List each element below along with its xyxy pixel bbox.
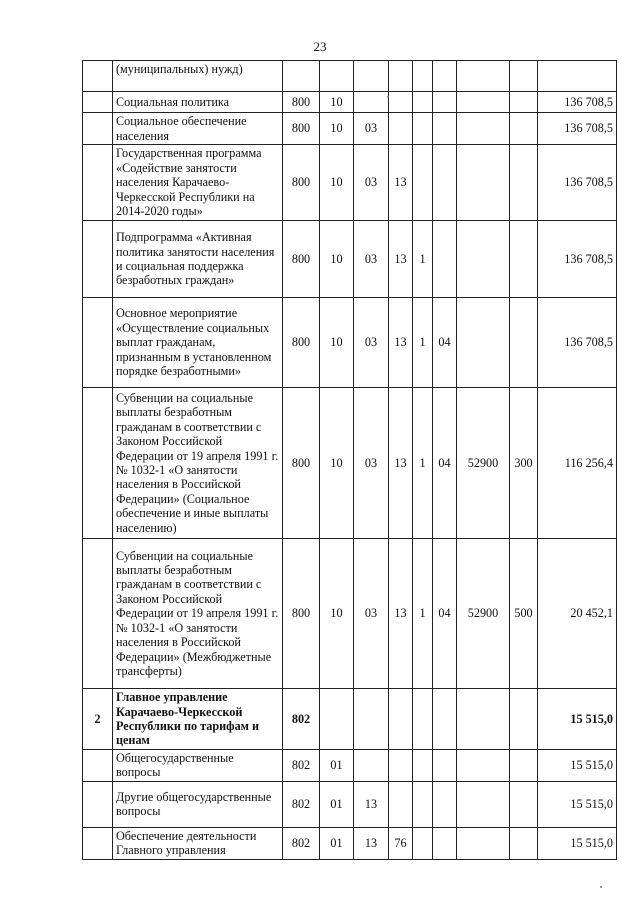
row-number [83,145,113,221]
cell-sum: 15 515,0 [538,827,617,859]
cell-csr-subprogram: 1 [413,298,433,388]
table-row [83,113,617,145]
cell-csr-program: 13 [389,145,413,221]
cell-csr-direction [457,298,510,388]
budget-table [82,60,617,860]
cell-sum: 136 708,5 [538,145,617,221]
row-name: Основное мероприятие «Осуществление социальных выплат гражданам, признанным в установленном порядке безработными» [113,298,283,388]
row-name: Субвенции на социальные выплаты безработным гражданам в соответствии с Законом Российской Федерации от 19 апреля 1991 г. № 1032-1 «О занятости населения в Российской Федерации» (Социальное обеспечение и иные выплаты населению) [113,388,283,539]
cell-csr-subprogram [413,145,433,221]
cell-csr-subprogram [413,113,433,145]
cell-vr [510,689,538,750]
cell-rz: 10 [320,145,354,221]
cell-pr [354,750,389,782]
cell-sum: 20 452,1 [538,539,617,689]
row-name: (муниципальных) нужд) [113,61,283,92]
cell-csr-direction [457,750,510,782]
cell-csr-program [389,92,413,113]
cell-rz: 10 [320,388,354,539]
cell-csr-direction [457,781,510,827]
cell-csr-event [433,145,457,221]
cell-pr [354,61,389,92]
cell-rz [320,689,354,750]
cell-pr: 13 [354,827,389,859]
cell-rz: 10 [320,298,354,388]
row-number [83,92,113,113]
cell-csr-event [433,827,457,859]
cell-csr-event [433,689,457,750]
cell-csr-subprogram [413,750,433,782]
cell-vr [510,221,538,298]
cell-csr-program: 13 [389,539,413,689]
cell-ved [283,61,320,92]
table-body [83,61,617,860]
table-row [83,750,617,782]
cell-rz: 01 [320,750,354,782]
cell-csr-direction: 52900 [457,539,510,689]
cell-vr [510,61,538,92]
row-name: Обеспечение деятельности Главного управления [113,827,283,859]
table-row [83,689,617,750]
table-row [83,61,617,92]
cell-csr-program [389,750,413,782]
page-number: 23 [313,39,327,54]
row-number [83,113,113,145]
table-row [83,221,617,298]
cell-csr-direction [457,61,510,92]
cell-csr-event [433,92,457,113]
row-name: Субвенции на социальные выплаты безработным гражданам в соответствии с Законом Российской Федерации от 19 апреля 1991 г. № 1032-1 «О занятости населения в Российской Федерации» (Межбюджетные трансферты) [113,539,283,689]
scan-speck [387,96,389,98]
cell-csr-program: 13 [389,221,413,298]
cell-csr-direction [457,827,510,859]
cell-sum: 116 256,4 [538,388,617,539]
cell-sum: 15 515,0 [538,750,617,782]
row-number [83,298,113,388]
cell-ved: 802 [283,689,320,750]
cell-csr-direction [457,145,510,221]
cell-vr [510,781,538,827]
table-row [83,827,617,859]
cell-sum: 136 708,5 [538,298,617,388]
cell-ved: 800 [283,113,320,145]
table-row [83,145,617,221]
cell-csr-direction [457,92,510,113]
cell-csr-direction: 52900 [457,388,510,539]
cell-rz: 10 [320,113,354,145]
cell-sum [538,61,617,92]
cell-csr-subprogram: 1 [413,221,433,298]
cell-pr: 03 [354,388,389,539]
cell-pr: 13 [354,781,389,827]
cell-pr: 03 [354,113,389,145]
cell-pr: 03 [354,145,389,221]
row-name: Общегосударственные вопросы [113,750,283,782]
row-number [83,539,113,689]
cell-csr-program [389,113,413,145]
cell-ved: 802 [283,781,320,827]
cell-csr-event: 04 [433,298,457,388]
cell-pr [354,92,389,113]
row-number [83,781,113,827]
cell-pr: 03 [354,539,389,689]
cell-vr [510,750,538,782]
row-number [83,750,113,782]
cell-rz: 10 [320,539,354,689]
cell-ved: 800 [283,92,320,113]
cell-pr: 03 [354,298,389,388]
cell-ved: 800 [283,298,320,388]
cell-vr: 300 [510,388,538,539]
cell-pr: 03 [354,221,389,298]
cell-csr-program: 13 [389,298,413,388]
cell-csr-program [389,781,413,827]
cell-vr [510,92,538,113]
cell-csr-program [389,689,413,750]
cell-csr-subprogram [413,689,433,750]
cell-vr [510,145,538,221]
cell-sum: 136 708,5 [538,113,617,145]
cell-ved: 800 [283,539,320,689]
table-row [83,92,617,113]
cell-sum: 136 708,5 [538,92,617,113]
cell-ved: 800 [283,145,320,221]
cell-rz: 10 [320,92,354,113]
cell-vr [510,827,538,859]
cell-csr-program: 13 [389,388,413,539]
cell-pr [354,689,389,750]
cell-csr-event [433,113,457,145]
cell-vr [510,113,538,145]
cell-sum: 15 515,0 [538,781,617,827]
table-row [83,781,617,827]
cell-csr-subprogram: 1 [413,388,433,539]
row-number [83,827,113,859]
cell-csr-direction [457,113,510,145]
cell-csr-event: 04 [433,539,457,689]
cell-ved: 802 [283,750,320,782]
row-name: Другие общегосударственные вопросы [113,781,283,827]
scan-speck [600,886,602,888]
cell-vr [510,298,538,388]
cell-csr-subprogram: 1 [413,539,433,689]
cell-ved: 802 [283,827,320,859]
row-number: 2 [83,689,113,750]
cell-csr-subprogram [413,92,433,113]
row-name: Социальная политика [113,92,283,113]
cell-ved: 800 [283,221,320,298]
cell-csr-event [433,781,457,827]
row-name: Подпрограмма «Активная политика занятости населения и социальная поддержка безработных граждан» [113,221,283,298]
cell-rz [320,61,354,92]
table-row [83,539,617,689]
cell-csr-event: 04 [433,388,457,539]
cell-rz: 10 [320,221,354,298]
cell-csr-direction [457,221,510,298]
cell-ved: 800 [283,388,320,539]
cell-sum: 15 515,0 [538,689,617,750]
cell-vr: 500 [510,539,538,689]
cell-csr-direction [457,689,510,750]
cell-sum: 136 708,5 [538,221,617,298]
row-number [83,221,113,298]
row-name: Государственная программа «Содействие занятости населения Карачаево-Черкесской Республики на 2014-2020 годы» [113,145,283,221]
cell-csr-event [433,61,457,92]
cell-csr-program [389,61,413,92]
cell-csr-subprogram [413,61,433,92]
row-name: Социальное обеспечение населения [113,113,283,145]
table-row [83,298,617,388]
cell-rz: 01 [320,827,354,859]
row-name: Главное управление Карачаево-Черкесской Республики по тарифам и ценам [113,689,283,750]
row-number [83,388,113,539]
cell-csr-program: 76 [389,827,413,859]
cell-csr-event [433,750,457,782]
cell-rz: 01 [320,781,354,827]
cell-csr-subprogram [413,827,433,859]
cell-csr-subprogram [413,781,433,827]
cell-csr-event [433,221,457,298]
row-number [83,61,113,92]
table-row [83,388,617,539]
